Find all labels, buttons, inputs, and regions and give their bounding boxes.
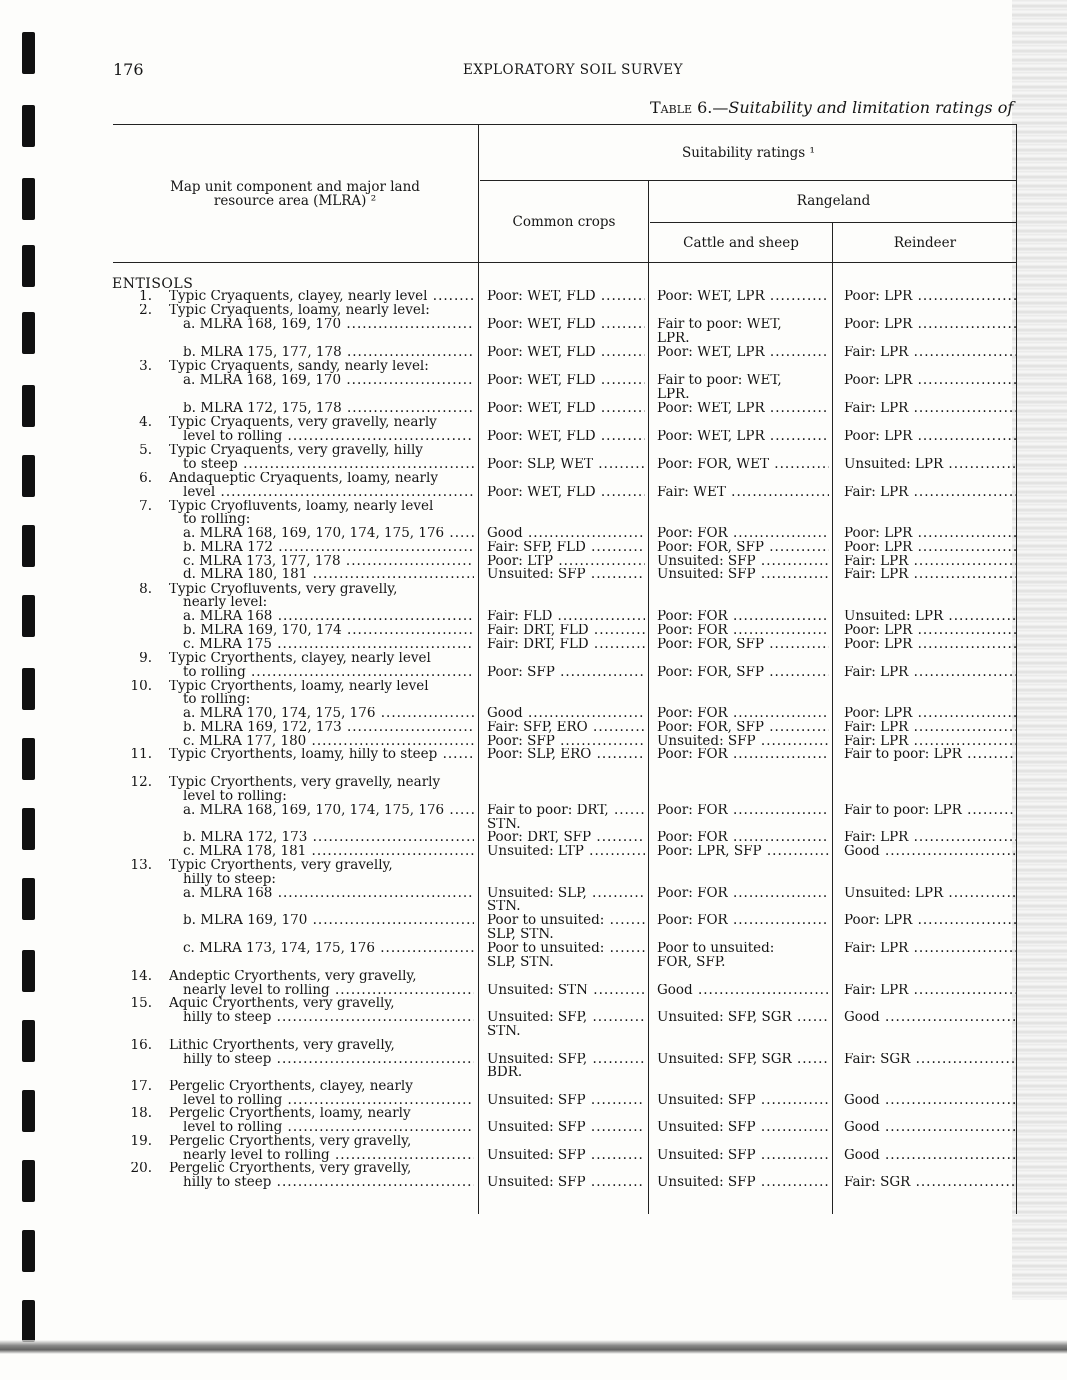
common-crops-rating: Unsuited: SFP ..... — [487, 1094, 645, 1108]
map-unit-name: c. MLRA 175 ..... — [183, 638, 474, 652]
map-unit-number: 7. — [139, 500, 152, 514]
map-unit-number: 10. — [130, 680, 152, 694]
binder-punch-mark — [22, 1020, 35, 1062]
map-unit-number: 1. — [139, 290, 152, 304]
common-crops-rating: Poor: SFP ..... — [487, 735, 645, 749]
map-unit-name: Typic Cryorthents, very gravelly, — [169, 859, 393, 873]
common-crops-rating: Unsuited: SFP ..... — [487, 1121, 645, 1135]
common-crops-rating: Unsuited: SFP, ..... — [487, 1053, 645, 1067]
table-title — [650, 98, 1013, 117]
map-unit-name: c. MLRA 177, 180 ..... — [183, 735, 474, 749]
map-unit-name: a. MLRA 168, 169, 170 ..... — [183, 318, 474, 332]
map-unit-name: Typic Cryorthents, clayey, nearly level — [169, 652, 431, 666]
map-unit-name: Typic Cryofluvents, loamy, nearly level — [169, 500, 434, 514]
map-unit-name: nearly level to rolling ..... — [183, 984, 474, 998]
column-rule — [648, 180, 649, 1214]
common-crops-rating: Unsuited: SFP ..... — [487, 1149, 645, 1163]
header-bottom-rule — [113, 262, 1017, 263]
common-crops-rating-continued: SLP, STN. — [487, 956, 554, 970]
binder-punch-mark — [22, 385, 35, 427]
map-unit-number: 14. — [130, 970, 152, 984]
cattle-sheep-rating: Poor: FOR, SFP ..... — [657, 638, 829, 652]
map-unit-name: hilly to steep ..... — [183, 1053, 474, 1067]
cattle-sheep-rating: Poor: FOR ..... — [657, 831, 829, 845]
reindeer-rating: Poor: LPR ..... — [844, 527, 1016, 541]
map-unit-name: c. MLRA 173, 174, 175, 176 ..... — [183, 942, 474, 956]
map-unit-name: a. MLRA 168 ..... — [183, 887, 474, 901]
map-unit-name: b. MLRA 169, 172, 173 ..... — [183, 721, 474, 735]
map-unit-number: 15. — [130, 997, 152, 1011]
binder-punch-mark — [22, 950, 35, 992]
cattle-sheep-rating: Poor: FOR, WET ..... — [657, 458, 829, 472]
binder-punch-mark — [22, 105, 35, 147]
common-crops-rating: Unsuited: STN ..... — [487, 984, 645, 998]
reindeer-rating: Poor: LPR ..... — [844, 624, 1016, 638]
reindeer-rating: Unsuited: LPR ..... — [844, 610, 1016, 624]
map-unit-name: Pergelic Cryorthents, very gravelly, — [169, 1135, 412, 1149]
common-crops-rating: Poor: WET, FLD ..... — [487, 318, 645, 332]
common-crops-rating-continued: SLP, STN. — [487, 928, 554, 942]
page-number: 176 — [113, 60, 144, 79]
header-cattle-sheep: Cattle and sheep — [683, 235, 799, 251]
map-unit-name: Typic Cryofluvents, very gravelly, — [169, 583, 398, 597]
binder-punch-mark — [22, 595, 35, 637]
map-unit-number: 13. — [130, 859, 152, 873]
reindeer-rating: Good ..... — [844, 1094, 1016, 1108]
cattle-sheep-rating: Poor: FOR ..... — [657, 887, 829, 901]
binder-punch-mark — [22, 1090, 35, 1132]
map-unit-name: a. MLRA 168, 169, 170, 174, 175, 176 ..... — [183, 804, 474, 818]
reindeer-rating: Fair: LPR ..... — [844, 555, 1016, 569]
map-unit-name: Typic Cryaquents, clayey, nearly level ..... — [169, 290, 474, 304]
map-unit-name: hilly to steep: — [183, 873, 276, 887]
cattle-sheep-rating: Unsuited: SFP, SGR ..... — [657, 1053, 829, 1067]
reindeer-rating: Fair: LPR ..... — [844, 346, 1016, 360]
common-crops-rating: Fair: FLD ..... — [487, 610, 645, 624]
scan-edge-noise — [1012, 0, 1067, 1300]
common-crops-rating: Poor: SFP ..... — [487, 666, 645, 680]
map-unit-name: a. MLRA 170, 174, 175, 176 ..... — [183, 707, 474, 721]
binder-punch-mark — [22, 178, 35, 220]
table-title-label: Table 6.— — [650, 98, 729, 117]
common-crops-rating-continued: STN. — [487, 900, 521, 914]
common-crops-rating: Poor: SLP, ERO ..... — [487, 748, 645, 762]
reindeer-rating: Fair: LPR ..... — [844, 666, 1016, 680]
cattle-sheep-rating: Unsuited: SFP ..... — [657, 1176, 829, 1190]
map-unit-name: Pergelic Cryorthents, very gravelly, — [169, 1162, 412, 1176]
common-crops-rating: Unsuited: SLP, ..... — [487, 887, 645, 901]
map-unit-name: to rolling: — [183, 693, 251, 707]
map-unit-name: a. MLRA 168, 169, 170, 174, 175, 176 ..... — [183, 527, 474, 541]
map-unit-name: Pergelic Cryorthents, clayey, nearly — [169, 1080, 413, 1094]
cattle-sheep-rating: Poor: WET, LPR ..... — [657, 290, 829, 304]
map-unit-number: 4. — [139, 416, 152, 430]
map-unit-name: to rolling ..... — [183, 666, 474, 680]
header-map-unit: Map unit component and major land resource area (MLRA) ² — [170, 179, 420, 209]
map-unit-name: b. MLRA 172 ..... — [183, 541, 474, 555]
common-crops-rating: Poor: WET, FLD ..... — [487, 346, 645, 360]
column-rule — [1016, 124, 1017, 1214]
column-rule — [832, 222, 833, 1214]
map-unit-name: to steep ..... — [183, 458, 474, 472]
map-unit-name: Aquic Cryorthents, very gravelly, — [169, 997, 395, 1011]
map-unit-number: 5. — [139, 444, 152, 458]
map-unit-name: to rolling: — [183, 513, 251, 527]
map-unit-number: 3. — [139, 360, 152, 374]
map-unit-name: Typic Cryorthents, loamy, hilly to steep ..... — [169, 748, 474, 762]
reindeer-rating: Fair: LPR ..... — [844, 486, 1016, 500]
cattle-sheep-rating: Unsuited: SFP ..... — [657, 1094, 829, 1108]
common-crops-rating: Fair to poor: DRT, ..... — [487, 804, 645, 818]
binder-punch-mark — [22, 245, 35, 287]
reindeer-rating: Fair: LPR ..... — [844, 942, 1016, 956]
cattle-sheep-rating: Poor: FOR ..... — [657, 804, 829, 818]
map-unit-number: 16. — [130, 1039, 152, 1053]
common-crops-rating: Poor: WET, FLD ..... — [487, 374, 645, 388]
reindeer-rating: Fair: LPR ..... — [844, 568, 1016, 582]
header-common-crops: Common crops — [512, 214, 616, 230]
cattle-sheep-rating: Poor: FOR ..... — [657, 707, 829, 721]
reindeer-rating: Fair to poor: LPR ..... — [844, 748, 1016, 762]
map-unit-name: b. MLRA 175, 177, 178 ..... — [183, 346, 474, 360]
map-unit-name: b. MLRA 169, 170, 174 ..... — [183, 624, 474, 638]
common-crops-rating: Poor to unsuited: ..... — [487, 914, 645, 928]
map-unit-number: 12. — [130, 776, 152, 790]
reindeer-rating: Fair: SGR ..... — [844, 1176, 1016, 1190]
reindeer-rating: Fair: LPR ..... — [844, 721, 1016, 735]
map-unit-name: Lithic Cryorthents, very gravelly, — [169, 1039, 395, 1053]
map-unit-number: 18. — [130, 1107, 152, 1121]
binder-punch-mark — [22, 1300, 35, 1342]
map-unit-number: 6. — [139, 472, 152, 486]
binder-punch-mark — [22, 525, 35, 567]
cattle-sheep-rating: Poor: FOR ..... — [657, 624, 829, 638]
binder-punch-mark — [22, 455, 35, 497]
binder-punch-mark — [22, 1230, 35, 1272]
binder-punch-mark — [22, 1160, 35, 1202]
cattle-sheep-rating: Poor: FOR, SFP ..... — [657, 541, 829, 555]
map-unit-name: level ..... — [183, 486, 474, 500]
cattle-sheep-rating: Fair to poor: WET, — [657, 318, 782, 332]
binder-punch-mark — [22, 32, 35, 74]
map-unit-name: level to rolling ..... — [183, 1121, 474, 1135]
cattle-sheep-rating: Poor: WET, LPR ..... — [657, 346, 829, 360]
common-crops-rating-continued: STN. — [487, 1025, 521, 1039]
column-rule — [478, 124, 479, 1214]
map-unit-number: 8. — [139, 583, 152, 597]
map-unit-number: 11. — [130, 748, 152, 762]
reindeer-rating: Fair: LPR ..... — [844, 735, 1016, 749]
header-suitability: Suitability ratings ¹ — [682, 145, 815, 161]
common-crops-rating: Poor: WET, FLD ..... — [487, 402, 645, 416]
cattle-sheep-rating-continued: LPR. — [657, 332, 690, 346]
common-crops-rating: Poor to unsuited: ..... — [487, 942, 645, 956]
common-crops-rating: Poor: SLP, WET ..... — [487, 458, 645, 472]
cattle-sheep-rating: Good ..... — [657, 984, 829, 998]
reindeer-rating: Poor: LPR ..... — [844, 290, 1016, 304]
map-unit-name: level to rolling ..... — [183, 430, 474, 444]
reindeer-rating: Good ..... — [844, 845, 1016, 859]
section-heading: ENTISOLS — [112, 276, 194, 292]
binder-punch-mark — [22, 668, 35, 710]
cattle-sheep-rating: Unsuited: SFP ..... — [657, 568, 829, 582]
common-crops-rating-continued: STN. — [487, 818, 521, 832]
cattle-sheep-rating: Unsuited: SFP ..... — [657, 555, 829, 569]
common-crops-rating: Poor: WET, FLD ..... — [487, 486, 645, 500]
cattle-sheep-rating: Unsuited: SFP, SGR ..... — [657, 1011, 829, 1025]
common-crops-rating: Unsuited: LTP ..... — [487, 845, 645, 859]
reindeer-rating: Fair: LPR ..... — [844, 831, 1016, 845]
cattle-sheep-rating-continued: LPR. — [657, 388, 690, 402]
map-unit-name: Andaqueptic Cryaquents, loamy, nearly — [169, 472, 438, 486]
map-unit-number: 20. — [130, 1162, 152, 1176]
common-crops-rating: Poor: WET, FLD ..... — [487, 430, 645, 444]
map-unit-name: Typic Cryorthents, loamy, nearly level — [169, 680, 429, 694]
reindeer-rating: Poor: LPR ..... — [844, 374, 1016, 388]
cattle-sheep-rating: Poor: FOR ..... — [657, 610, 829, 624]
binder-punch-mark — [22, 808, 35, 850]
map-unit-name: level to rolling: — [183, 790, 287, 804]
header-rule-rangeland — [650, 222, 1017, 223]
reindeer-rating: Poor: LPR ..... — [844, 638, 1016, 652]
map-unit-name: b. MLRA 172, 175, 178 ..... — [183, 402, 474, 416]
reindeer-rating: Unsuited: LPR ..... — [844, 887, 1016, 901]
map-unit-name: c. MLRA 173, 177, 178 ..... — [183, 555, 474, 569]
map-unit-name: nearly level: — [183, 596, 268, 610]
common-crops-rating: Fair: SFP, FLD ..... — [487, 541, 645, 555]
cattle-sheep-rating: Poor: FOR ..... — [657, 748, 829, 762]
map-unit-name: a. MLRA 168 ..... — [183, 610, 474, 624]
cattle-sheep-rating: Poor: LPR, SFP ..... — [657, 845, 829, 859]
running-head: EXPLORATORY SOIL SURVEY — [463, 62, 684, 78]
common-crops-rating: Poor: DRT, SFP ..... — [487, 831, 645, 845]
map-unit-name: a. MLRA 168, 169, 170 ..... — [183, 374, 474, 388]
cattle-sheep-rating-continued: FOR, SFP. — [657, 956, 726, 970]
map-unit-name: c. MLRA 178, 181 ..... — [183, 845, 474, 859]
map-unit-name: hilly to steep ..... — [183, 1176, 474, 1190]
map-unit-number: 17. — [130, 1080, 152, 1094]
common-crops-rating: Unsuited: SFP ..... — [487, 568, 645, 582]
map-unit-name: Typic Cryaquents, very gravelly, hilly — [169, 444, 423, 458]
common-crops-rating: Fair: DRT, FLD ..... — [487, 638, 645, 652]
map-unit-name: Typic Cryaquents, sandy, nearly level: — [169, 360, 429, 374]
cattle-sheep-rating: Unsuited: SFP ..... — [657, 1149, 829, 1163]
map-unit-name: Andeptic Cryorthents, very gravelly, — [169, 970, 417, 984]
common-crops-rating: Good ..... — [487, 707, 645, 721]
map-unit-name: hilly to steep ..... — [183, 1011, 474, 1025]
common-crops-rating-continued: BDR. — [487, 1066, 523, 1080]
reindeer-rating: Fair to poor: LPR ..... — [844, 804, 1016, 818]
cattle-sheep-rating: Fair: WET ..... — [657, 486, 829, 500]
table-title-text: Suitability and limitation ratings of — [728, 98, 1014, 117]
map-unit-number: 2. — [139, 304, 152, 318]
reindeer-rating: Poor: LPR ..... — [844, 707, 1016, 721]
map-unit-name: Typic Cryorthents, very gravelly, nearly — [169, 776, 441, 790]
map-unit-name: level to rolling ..... — [183, 1094, 474, 1108]
cattle-sheep-rating: Poor: FOR ..... — [657, 527, 829, 541]
reindeer-rating: Unsuited: LPR ..... — [844, 458, 1016, 472]
cattle-sheep-rating: Poor: WET, LPR ..... — [657, 430, 829, 444]
reindeer-rating: Poor: LPR ..... — [844, 318, 1016, 332]
cattle-sheep-rating: Unsuited: SFP ..... — [657, 735, 829, 749]
reindeer-rating: Fair: LPR ..... — [844, 984, 1016, 998]
reindeer-rating: Good ..... — [844, 1011, 1016, 1025]
map-unit-number: 9. — [139, 652, 152, 666]
header-reindeer: Reindeer — [893, 235, 957, 251]
scan-bottom-edge — [0, 1340, 1067, 1354]
header-rangeland: Rangeland — [796, 193, 871, 209]
common-crops-rating: Good ..... — [487, 527, 645, 541]
cattle-sheep-rating: Poor: FOR, SFP ..... — [657, 721, 829, 735]
common-crops-rating: Fair: SFP, ERO ..... — [487, 721, 645, 735]
reindeer-rating: Fair: LPR ..... — [844, 402, 1016, 416]
header-rule-suitability — [480, 180, 1017, 181]
cattle-sheep-rating: Poor to unsuited: — [657, 942, 775, 956]
cattle-sheep-rating: Fair to poor: WET, — [657, 374, 782, 388]
map-unit-name: Pergelic Cryorthents, loamy, nearly — [169, 1107, 411, 1121]
binder-punch-mark — [22, 878, 35, 920]
reindeer-rating: Poor: LPR ..... — [844, 541, 1016, 555]
reindeer-rating: Good ..... — [844, 1121, 1016, 1135]
table-top-rule — [113, 124, 1017, 125]
common-crops-rating: Poor: WET, FLD ..... — [487, 290, 645, 304]
binder-punch-mark — [22, 738, 35, 780]
common-crops-rating: Poor: LTP ..... — [487, 555, 645, 569]
reindeer-rating: Poor: LPR ..... — [844, 914, 1016, 928]
common-crops-rating: Unsuited: SFP, ..... — [487, 1011, 645, 1025]
cattle-sheep-rating: Poor: FOR ..... — [657, 914, 829, 928]
common-crops-rating: Fair: DRT, FLD ..... — [487, 624, 645, 638]
map-unit-name: nearly level to rolling ..... — [183, 1149, 474, 1163]
map-unit-name: b. MLRA 172, 173 ..... — [183, 831, 474, 845]
map-unit-number: 19. — [130, 1135, 152, 1149]
reindeer-rating: Fair: SGR ..... — [844, 1053, 1016, 1067]
reindeer-rating: Poor: LPR ..... — [844, 430, 1016, 444]
cattle-sheep-rating: Poor: WET, LPR ..... — [657, 402, 829, 416]
cattle-sheep-rating: Unsuited: SFP ..... — [657, 1121, 829, 1135]
binder-punch-mark — [22, 312, 35, 354]
cattle-sheep-rating: Poor: FOR, SFP ..... — [657, 666, 829, 680]
map-unit-name: Typic Cryaquents, very gravelly, nearly — [169, 416, 437, 430]
reindeer-rating: Good ..... — [844, 1149, 1016, 1163]
map-unit-name: b. MLRA 169, 170 ..... — [183, 914, 474, 928]
common-crops-rating: Unsuited: SFP ..... — [487, 1176, 645, 1190]
map-unit-name: Typic Cryaquents, loamy, nearly level: — [169, 304, 430, 318]
map-unit-name: d. MLRA 180, 181 ..... — [183, 568, 474, 582]
